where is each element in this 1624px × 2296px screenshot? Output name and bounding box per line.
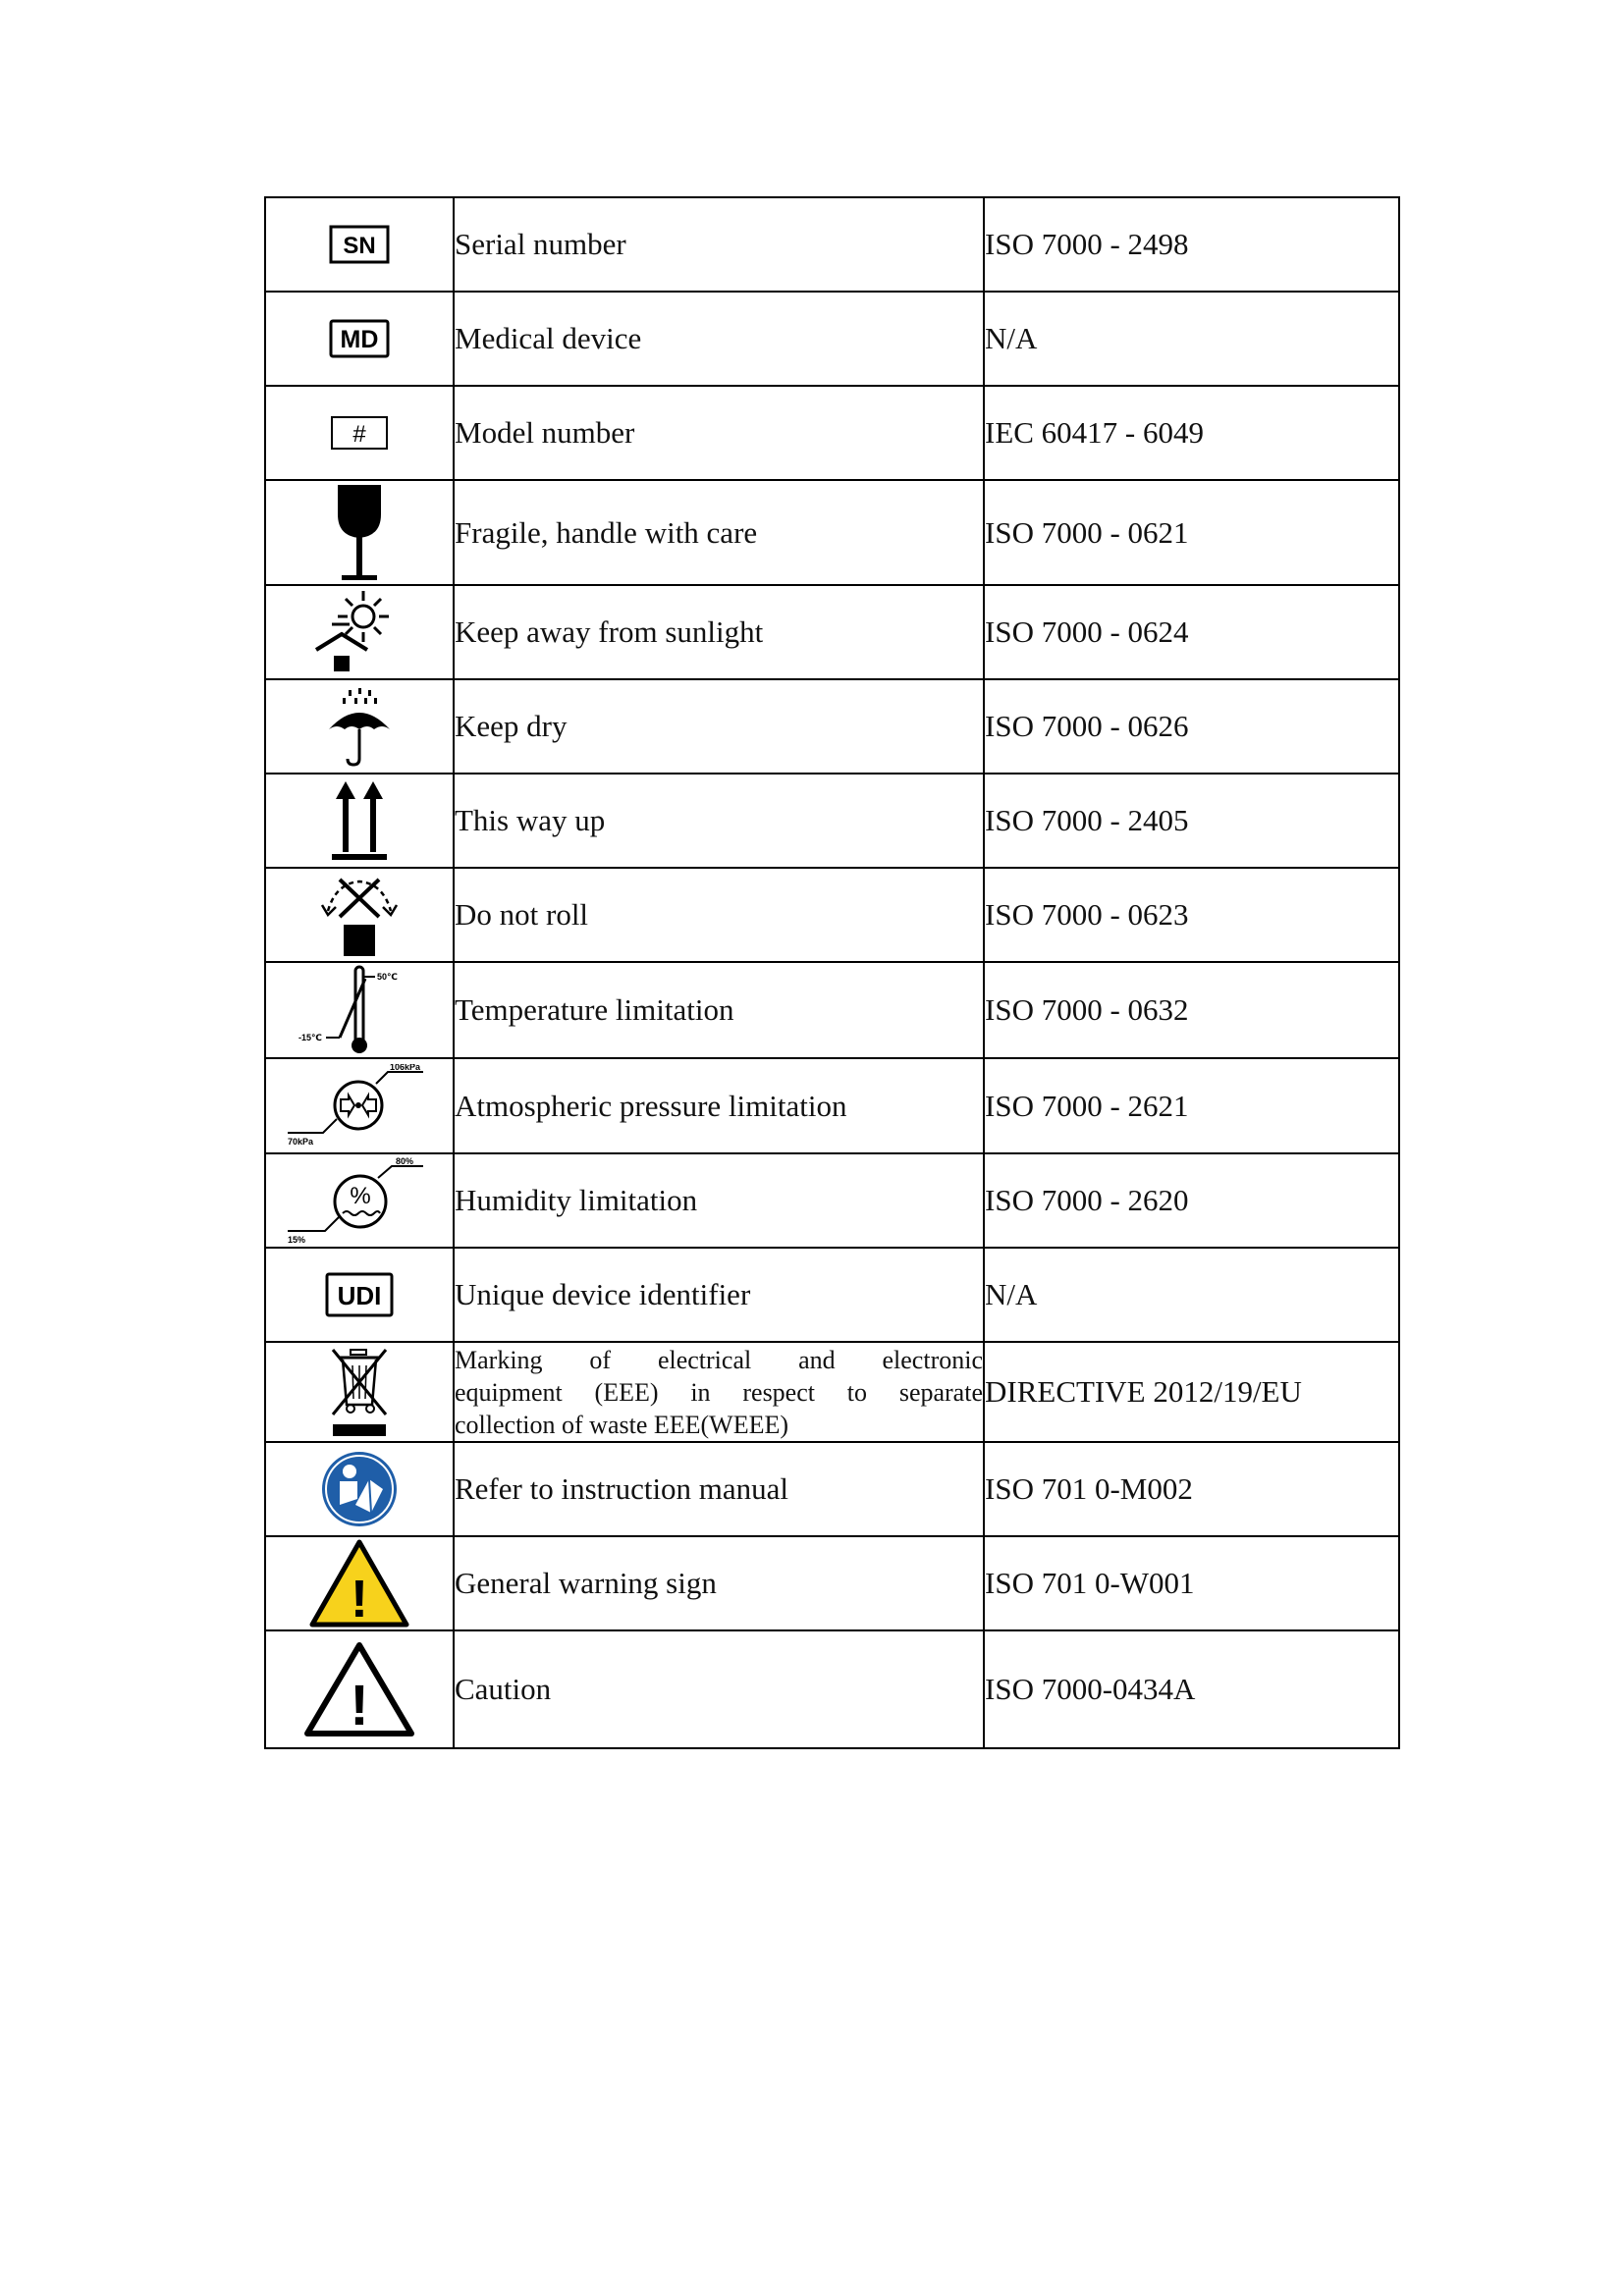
symbol-cell [265, 292, 454, 386]
humidity-icon [286, 1156, 433, 1245]
caution-icon [302, 1640, 416, 1738]
description-cell: Serial number [454, 197, 984, 292]
standard-cell: ISO 7000 - 2621 [984, 1058, 1399, 1153]
temperature-lower-limit: -15℃ [298, 1033, 322, 1042]
table-row [265, 1342, 1399, 1442]
medical-device-icon [329, 319, 390, 358]
description-cell: Do not roll [454, 868, 984, 962]
table-row [265, 480, 1399, 585]
description-cell: Atmospheric pressure limitation [454, 1058, 984, 1153]
pressure-upper-limit: 106kPa [390, 1063, 421, 1072]
udi-icon-label: UDI [337, 1281, 382, 1310]
standard-cell: ISO 701 0-M002 [984, 1442, 1399, 1536]
description-cell: Keep away from sunlight [454, 585, 984, 679]
standard-cell: ISO 701 0-W001 [984, 1536, 1399, 1630]
symbol-cell [265, 197, 454, 292]
humidity-lower-limit: 15% [288, 1235, 306, 1245]
standard-cell: ISO 7000-0434A [984, 1630, 1399, 1748]
description-line: Marking of electrical and electronic [455, 1345, 983, 1374]
description-cell: Model number [454, 386, 984, 480]
pressure-lower-limit: 70kPa [288, 1136, 314, 1147]
symbol-cell [265, 1536, 454, 1630]
symbol-cell [265, 1442, 454, 1536]
symbol-cell [265, 1153, 454, 1248]
description-cell: Medical device [454, 292, 984, 386]
table-row [265, 585, 1399, 679]
temperature-upper-limit: 50℃ [377, 972, 398, 982]
sunlight-icon [312, 587, 406, 677]
description-cell: Temperature limitation [454, 962, 984, 1058]
symbol-cell [265, 386, 454, 480]
table-row [265, 1630, 1399, 1748]
standard-cell: ISO 7000 - 0626 [984, 679, 1399, 774]
standard-cell: ISO 7000 - 0621 [984, 480, 1399, 585]
symbol-cell [265, 868, 454, 962]
table-row [265, 386, 1399, 480]
table-row [265, 292, 1399, 386]
table-row [265, 774, 1399, 868]
table-row [265, 1536, 1399, 1630]
warning-exclamation: ! [351, 1570, 368, 1629]
symbol-cell [265, 480, 454, 585]
thermometer-icon [297, 963, 422, 1057]
description-cell: Fragile, handle with care [454, 480, 984, 585]
umbrella-icon [325, 686, 394, 767]
symbol-cell [265, 1630, 454, 1748]
caution-exclamation: ! [350, 1674, 369, 1737]
serial-number-icon [329, 225, 390, 264]
symbol-cell [265, 962, 454, 1058]
description-cell: Keep dry [454, 679, 984, 774]
humidity-percent-symbol: % [350, 1183, 371, 1209]
medical-device-icon-label: MD [340, 326, 379, 353]
description-cell: This way up [454, 774, 984, 868]
standard-cell: ISO 7000 - 2620 [984, 1153, 1399, 1248]
standard-cell: DIRECTIVE 2012/19/EU [984, 1342, 1399, 1442]
standard-cell: ISO 7000 - 0624 [984, 585, 1399, 679]
description-cell: Unique device identifier [454, 1248, 984, 1342]
table-row [265, 868, 1399, 962]
symbol-cell [265, 774, 454, 868]
description-line: equipment (EEE) in respect to separate [455, 1377, 983, 1407]
description-cell: Refer to instruction manual [454, 1442, 984, 1536]
serial-number-icon-label: SN [343, 233, 376, 259]
table-row [265, 197, 1399, 292]
symbols-table [264, 196, 1400, 1749]
table-row [265, 1153, 1399, 1248]
table-row [265, 1442, 1399, 1536]
description-cell [454, 1342, 984, 1442]
this-way-up-icon [328, 779, 391, 862]
model-number-icon-label: # [352, 421, 366, 448]
description-cell: General warning sign [454, 1536, 984, 1630]
table-row [265, 679, 1399, 774]
table-row [265, 1248, 1399, 1342]
description-line: collection of waste EEE(WEEE) [455, 1410, 789, 1439]
standard-cell: ISO 7000 - 0623 [984, 868, 1399, 962]
symbol-cell [265, 585, 454, 679]
weee-bin-icon [327, 1344, 392, 1440]
description-cell: Humidity limitation [454, 1153, 984, 1248]
humidity-upper-limit: 80% [396, 1156, 414, 1166]
fragile-glass-icon [332, 483, 387, 583]
udi-icon [325, 1272, 394, 1317]
do-not-roll-icon [318, 872, 401, 958]
standard-cell: ISO 7000 - 2498 [984, 197, 1399, 292]
table-row [265, 1058, 1399, 1153]
model-number-icon [330, 415, 389, 451]
symbol-cell [265, 679, 454, 774]
warning-sign-icon [308, 1538, 410, 1629]
table-row [265, 962, 1399, 1058]
standard-cell: ISO 7000 - 0632 [984, 962, 1399, 1058]
pressure-icon [286, 1064, 433, 1148]
symbol-cell [265, 1342, 454, 1442]
symbol-cell [265, 1058, 454, 1153]
symbol-cell [265, 1248, 454, 1342]
standard-cell: N/A [984, 1248, 1399, 1342]
standard-cell: IEC 60417 - 6049 [984, 386, 1399, 480]
instruction-manual-icon [320, 1450, 399, 1528]
standard-cell: ISO 7000 - 2405 [984, 774, 1399, 868]
standard-cell: N/A [984, 292, 1399, 386]
description-cell: Caution [454, 1630, 984, 1748]
